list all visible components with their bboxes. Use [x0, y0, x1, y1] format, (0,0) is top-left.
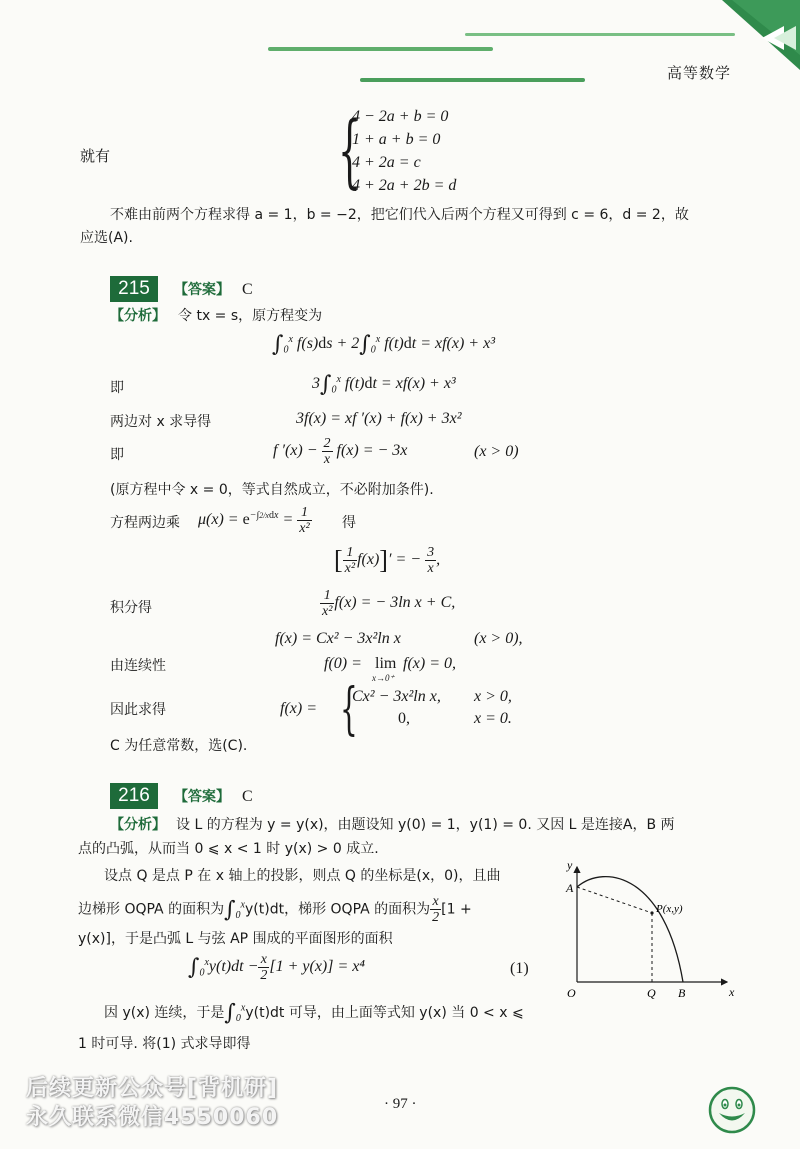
- header-bar-1: [268, 47, 493, 51]
- watermark-line-2: 永久联系微信4550060: [26, 1105, 279, 1130]
- q216-p3-line1: 因 y(x) 连续，于是$\int_0^xy(t)dt$ 可导，由上面等式知 y(x) 当 0 < x ⩽: [104, 1000, 524, 1026]
- label-x-axis: x: [729, 985, 735, 999]
- eq8-cond: (x > 0),: [474, 630, 523, 647]
- label-P: P(x,y): [656, 903, 683, 915]
- eq9-sub: x→0⁺: [372, 673, 395, 683]
- piece-2: 0,: [398, 710, 410, 727]
- eq6: [ $\frac{1}{\text{x²}}$ f(x)]′ = − $\frac{3}{x}$ ,: [334, 545, 441, 576]
- ji-label-2: 即: [110, 447, 124, 463]
- system-eq-3: 4 + 2a = c: [352, 154, 421, 171]
- question-number-216: 216: [110, 783, 158, 809]
- page-number: · 97 ·: [384, 1096, 417, 1112]
- eq-main-tag: (1): [510, 960, 529, 977]
- q216-p1-line2: 点的凸弧，从而当 0 ⩽ x < 1 时 y(x) > 0 成立.: [78, 841, 379, 857]
- eq2-rhs: = xf(x) + x³: [380, 375, 456, 393]
- label-B: B: [678, 986, 686, 1000]
- eq4: f ′(x) − $\frac{2}{x}$ f(x) = − 3x: [273, 436, 408, 467]
- ji-label-1: 即: [110, 380, 124, 396]
- q216-p3-line1a: 因 y(x) 连续，于是: [104, 1005, 225, 1021]
- book-title: 高等数学: [667, 64, 732, 82]
- jiuyou-label: 就有: [80, 147, 111, 165]
- eq1: $\int_0^x$ $f(s)ds + 2\int_0^x$ f(t)dt = xf(x) + x³: [272, 332, 495, 357]
- q216-p3-line2: 1 时可导. 将(1) 式求导即得: [78, 1036, 251, 1052]
- watermark-line-1: 后续更新公众号[背机研]: [26, 1076, 279, 1101]
- q216-p2-line1: 设点 Q 是点 P 在 x 轴上的投影，则点 Q 的坐标是(x，0)，且曲: [104, 868, 501, 884]
- eq-main-b: y(t)dt −: [208, 958, 259, 976]
- answer-215: C: [242, 281, 253, 298]
- piece-2-cond: x = 0.: [474, 710, 512, 727]
- eq-main: $\int_0^xy(t)dt$ − $\frac{x}{2}$ [1 + y(x)] = x⁴: [188, 952, 365, 983]
- conclusion-line-1: 不难由前两个方程求得 a = 1，b = −2，把它们代入后两个方程又可得到 c = 6，d = 2，故: [110, 207, 689, 223]
- system-eq-2: 1 + a + b = 0: [352, 131, 441, 148]
- eq9-lhs: f(0) =: [324, 655, 362, 672]
- q216-p2-line3: y(x)]，于是凸弧 L 与弦 AP 围成的平面图形的面积: [78, 931, 393, 947]
- eq9-lim: lim: [375, 655, 397, 672]
- system-eq-4: 4 + 2a + 2b = d: [352, 177, 457, 194]
- eq5: $\mu(x) = e^{-\int 2/xdx}$ = $\frac{1}{\text{x²}}$: [198, 505, 310, 536]
- therefore-label: 因此求得: [110, 702, 166, 718]
- system-eq-1: 4 − 2a + b = 0: [352, 108, 449, 125]
- curve-figure: [555, 855, 745, 1005]
- q216-p2-line2: 边梯形 OQPA 的面积为$\int_0^xy(t)dt$，梯形 OQPA 的面积为 $\frac{x}{2}$ [1 +: [78, 894, 472, 925]
- eq8: f(x) = Cx² − 3x²ln x: [275, 630, 401, 647]
- answer-216: C: [242, 788, 253, 805]
- arc-L: [577, 877, 683, 982]
- analysis-label-216: 【分析】: [110, 817, 166, 833]
- multiply-tail: 得: [342, 515, 356, 531]
- label-A: A: [566, 881, 574, 895]
- q216-p3-line1b: y(t)dt 可导，由上面等式知 y(x) 当 0 < x ⩽: [245, 1005, 524, 1021]
- analysis-215-line1: 令 tx = s，原方程变为: [178, 308, 323, 324]
- analysis-label-215: 【分析】: [110, 308, 166, 324]
- eq6-rhs: = −: [395, 551, 422, 569]
- eq4-cond: (x > 0): [474, 443, 519, 460]
- corner-arrow-icon: [722, 0, 800, 80]
- eq-main-c: [1 + y(x)] = x⁴: [269, 958, 365, 976]
- answer-label-216: 【答案】: [174, 789, 230, 805]
- header-bar-3: [360, 78, 585, 82]
- q216-p2-line2b: y(t)dt，梯形 OQPA 的面积为: [245, 901, 431, 918]
- question-number-215: 215: [110, 276, 158, 302]
- multiply-label: 方程两边乘: [110, 515, 180, 531]
- system-brace: {: [338, 104, 361, 197]
- note-215: (原方程中令 x = 0，等式自然成立，不必附加条件).: [110, 482, 434, 498]
- eq1-rhs: = xf(x) + x³: [420, 335, 495, 353]
- q216-p2-line2a: 边梯形 OQPA 的面积为: [78, 901, 225, 918]
- label-Q: Q: [647, 986, 656, 1000]
- header-bar-2: [465, 33, 735, 36]
- eq7-rhs: f(x) = − 3ln x + C,: [334, 594, 456, 612]
- eq2: $3\int_0^x$ f(t)dt = xf(x) + x³: [312, 372, 456, 397]
- eq4-rhs: f(x) = − 3x: [336, 442, 408, 460]
- eq3: 3f(x) = xf ′(x) + f(x) + 3x²: [296, 410, 462, 427]
- piece-1-cond: x > 0,: [474, 688, 512, 705]
- answer-label-215: 【答案】: [174, 282, 230, 298]
- piece-lhs: f(x) =: [280, 700, 317, 717]
- integrate-label: 积分得: [110, 600, 152, 616]
- final-215: C 为任意常数，选(C).: [110, 738, 248, 754]
- q216-p2-line2c: [1 +: [441, 901, 472, 918]
- point-P: [650, 911, 653, 914]
- piece-1: Cx² − 3x²ln x,: [352, 688, 441, 705]
- eq9-rhs: f(x) = 0,: [403, 655, 456, 672]
- conclusion-line-2: 应选(A).: [80, 230, 133, 246]
- continuity-label: 由连续性: [110, 658, 166, 674]
- derive-label: 两边对 x 求导得: [110, 414, 212, 430]
- piece-brace: {: [340, 677, 358, 742]
- eq7: $\frac{1}{\text{x²}}$ f(x) = − 3ln x + C,: [322, 588, 456, 619]
- label-O: O: [567, 986, 576, 1000]
- q216-p1-line1: 设 L 的方程为 y = y(x)，由题设知 y(0) = 1，y(1) = 0. 又因 L 是连接A，B 两: [176, 817, 675, 833]
- smiley-face-icon: [706, 1084, 758, 1136]
- label-y-axis: y: [567, 858, 573, 872]
